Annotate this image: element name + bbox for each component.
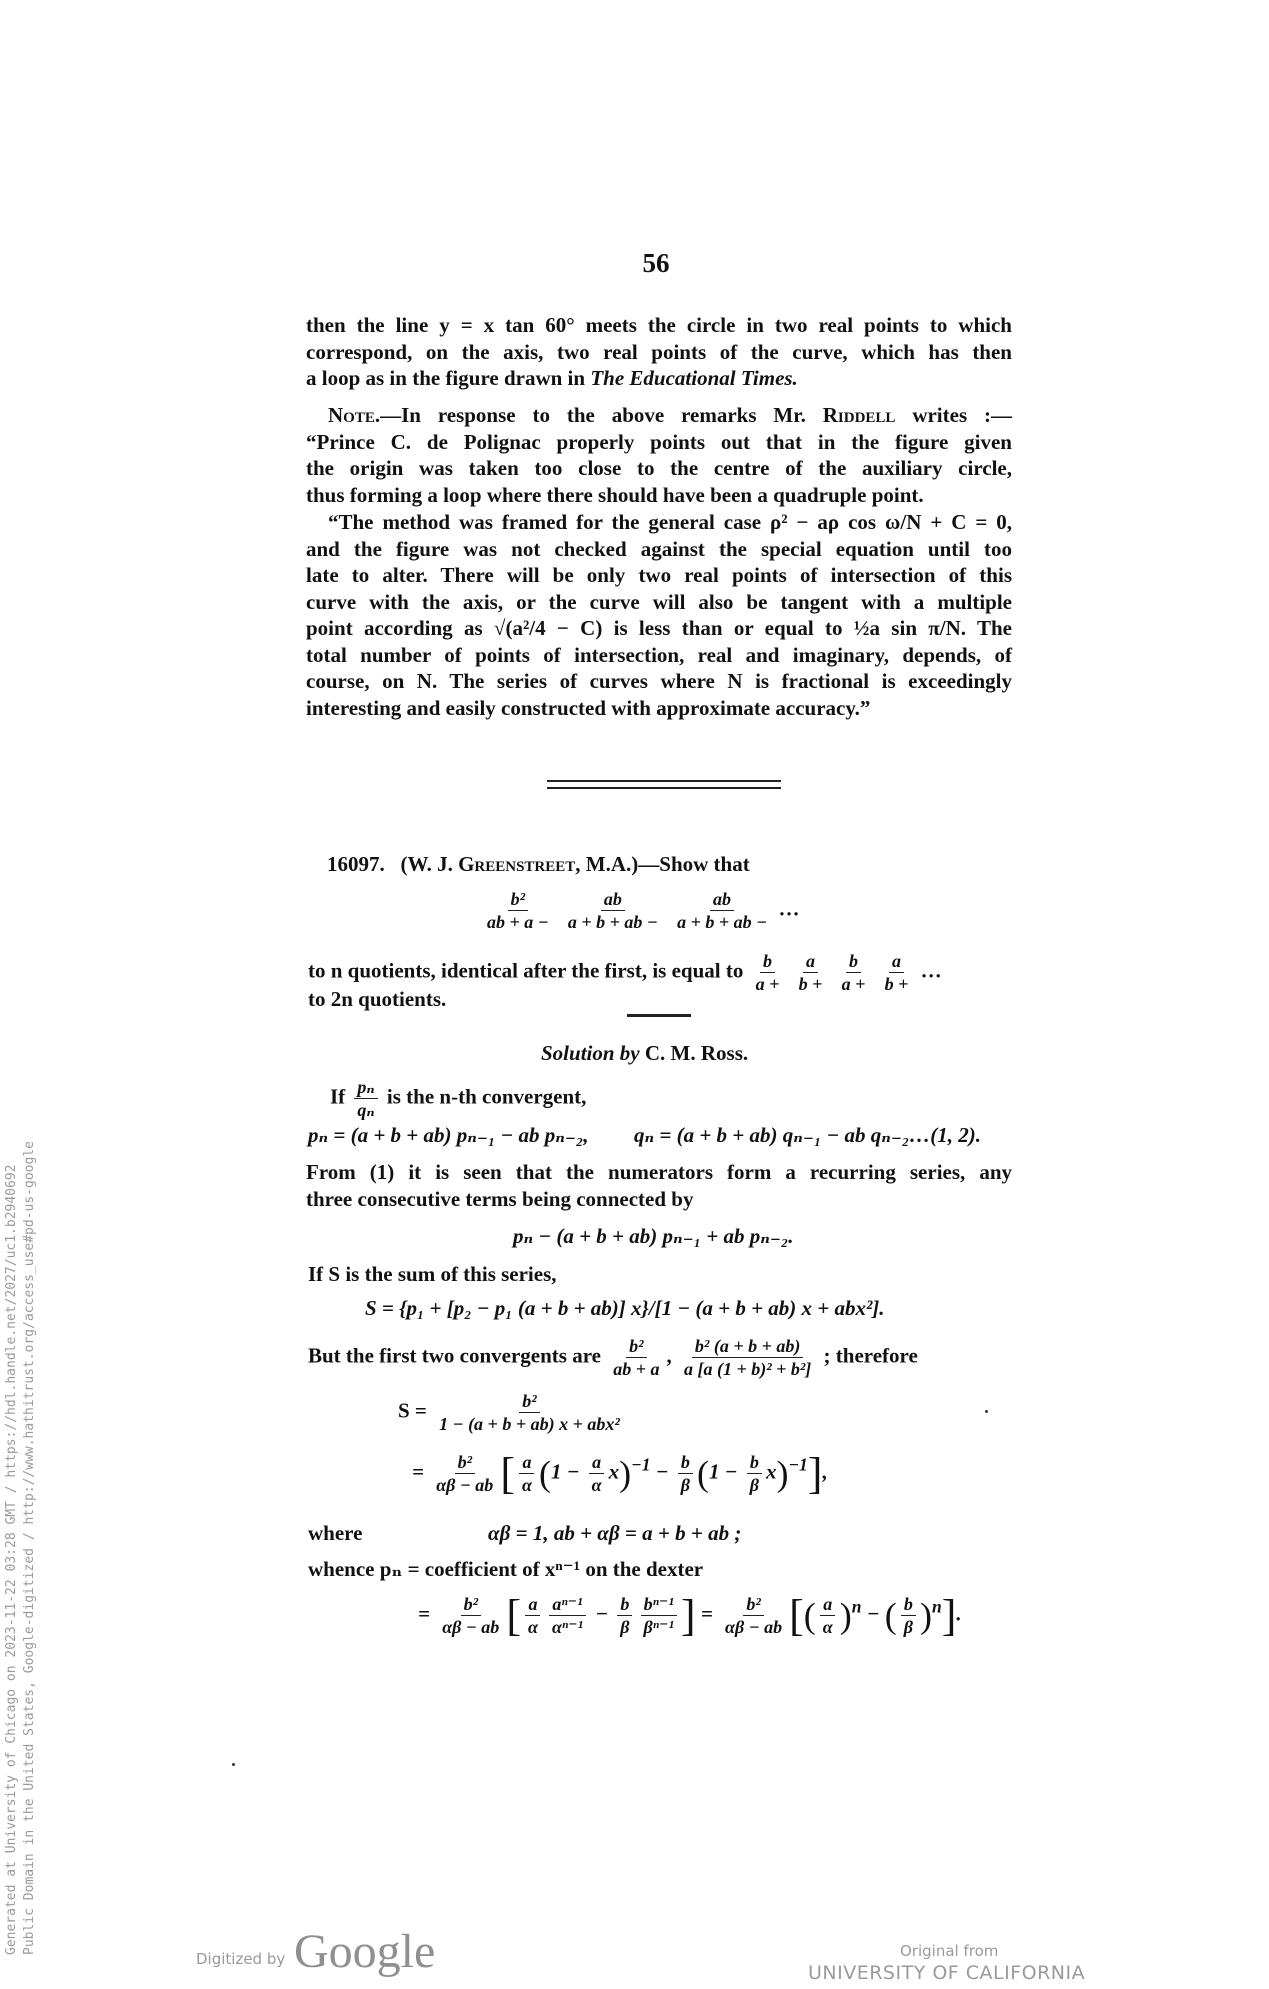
intro-paragraph <box>306 312 1012 392</box>
solution-heading: Solution by C. M. Ross. <box>541 1041 749 1065</box>
note-line-3: the origin was taken too close to the centre of the auxiliary circle, <box>306 456 1012 480</box>
problem-line-2: to n quotients, identical after the first, is equal to $\frac{b}{a +}$ $\frac{a}{b +}$ $\frac{b}{a +}$ $\frac{a}{b +}$ … <box>308 951 942 994</box>
hathitrust-watermark: Generated at University of Chicago on 2023-11-22 03:28 GMT / https://hdl.handle.net/2027/uc1.b2940692 Public Domain in the United States, Google-digitized / http://www.hathitrust.org/access_use#pd-us-google <box>4 1141 37 1955</box>
speck <box>985 1410 988 1413</box>
from-line-1: From (1) it is seen that the numerators form a recurring series, any <box>306 1160 1012 1184</box>
original-from-label: Original from <box>900 1942 999 1960</box>
note-paragraph <box>306 402 1012 508</box>
continued-fraction: $\frac{\text{b²}}{ab + a -}$ $\frac{ab}{a + b + ab -}$ $\frac{ab}{a + b + ab -}$ … <box>480 888 800 933</box>
separator-rule-top <box>547 780 781 782</box>
convergent-definition: If $\frac{\text{pₙ}}{\text{qₙ}}$ is the n-th convergent, <box>330 1077 587 1120</box>
convergent-fraction: $\frac{\text{pₙ}}{\text{qₙ}}$ <box>354 1076 377 1121</box>
digitized-by-label: Digitized by <box>196 1950 286 1968</box>
s-equation: S = $\frac{\text{b²}}{\text{1 − (a + b + ab) x + abx²}}$ <box>398 1390 627 1435</box>
cf-term-1: $\frac{\text{b²}}{ab + a -}$ <box>487 889 549 932</box>
first-convergent: $\frac{\text{b²}}{ab + a}$ <box>613 1336 660 1379</box>
recurrence-p: pₙ = (a + b + ab) pₙ₋₁ − ab pₙ₋₂, <box>308 1123 589 1147</box>
intro-line-1: then the line y = x tan 60° meets the circle in two real points to which <box>306 313 1012 337</box>
quote-line-4: curve with the axis, or the curve will also be tangent with a multiple <box>306 589 1012 614</box>
recurrence-q: qₙ = (a + b + ab) qₙ₋₁ − ab qₙ₋₂…(1, 2). <box>634 1123 982 1147</box>
problem-line-3: to 2n quotients. <box>308 987 447 1011</box>
note-line-4: thus forming a loop where there should have been a quadruple point. <box>306 482 924 507</box>
from-paragraph <box>306 1159 1012 1212</box>
quote-line-7: course, on N. The series of curves where N is fractional is exceedingly <box>306 669 1012 693</box>
where-label: where <box>308 1521 363 1545</box>
quote-paragraph <box>306 509 1012 721</box>
equiv-term-4: $\frac{a}{b +}$ <box>884 951 909 994</box>
intro-line-3: a loop as in the figure drawn in The Educational Times. <box>306 366 798 390</box>
quote-line-1: “The method was framed for the general case ρ² − aρ cos ω/N + C = 0, <box>328 510 1012 534</box>
short-rule <box>627 1014 691 1017</box>
second-convergent: $\frac{\text{b² (a + b + ab)}}{\text{a [a (1 + b)² + b²]}}$ <box>683 1336 812 1379</box>
intro-line-2: correspond, on the axis, two real points of the curve, which has then <box>306 339 1012 364</box>
coef-fraction-1: $\frac{\text{b²}}{\alpha\beta - ab}$ <box>436 1452 494 1495</box>
cf-term-2: $\frac{ab}{a + b + ab -}$ <box>567 889 658 932</box>
sum-equation: S = {p₁ + [p₂ − p₁ (a + b + ab)] x}/[1 − (a + b + ab) x + abx²]. <box>365 1296 885 1320</box>
equiv-term-3: $\frac{b}{a +}$ <box>841 951 866 994</box>
note-line-1: Note.—In response to the above remarks Mr. Riddell writes :— <box>328 403 1012 427</box>
quote-line-8: interesting and easily constructed with approximate accuracy.” <box>306 695 871 720</box>
quote-line-6: total number of points of intersection, real and imaginary, depends, of <box>306 642 1012 667</box>
quote-line-5: point according as √(a²/4 − C) is less than or equal to ½a sin π/N. The <box>306 616 1012 640</box>
sum-intro: If S is the sum of this series, <box>308 1262 557 1286</box>
equiv-term-1: $\frac{b}{a +}$ <box>755 951 780 994</box>
equiv-term-2: $\frac{a}{b +}$ <box>798 951 823 994</box>
from-line-2: three consecutive terms being connected by <box>306 1186 694 1211</box>
whence-line: whence pₙ = coefficient of xⁿ⁻¹ on the dexter <box>308 1557 704 1581</box>
problem-number: 16097. <box>327 852 385 876</box>
coef-fraction-2: $\frac{\text{b²}}{\alpha\beta - ab}$ <box>442 1594 500 1637</box>
relation-equation: pₙ − (a + b + ab) pₙ₋₁ + ab pₙ₋₂. <box>513 1224 794 1248</box>
university-label: UNIVERSITY OF CALIFORNIA <box>808 1962 1086 1984</box>
s-fraction: $\frac{\text{b²}}{\text{1 − (a + b + ab) x + abx²}}$ <box>439 1391 620 1434</box>
problem-author: Greenstreet <box>458 852 576 876</box>
google-logo: Google <box>294 1925 436 1978</box>
quote-line-3: late to alter. There will be only two real points of intersection of this <box>306 563 1012 587</box>
speck <box>232 1763 235 1766</box>
first-convergents: But the first two convergents are $\frac{\text{b²}}{ab + a}$ , $\frac{\text{b² (a + b + ab)}}{\text{a [a (1 + b)² + b²]}}$ ; therefore <box>308 1336 918 1379</box>
note-line-2: “Prince C. de Polignac properly points out that in the figure given <box>306 429 1012 454</box>
partial-fraction-equation: = $\frac{\text{b²}}{\alpha\beta - ab}$ [ $\frac{a}{\alpha}$ (1 − $\frac{a}{\alpha}$ x)$^{-1}$ − $\frac{b}{\beta}$ (1 − $\frac{b}{\beta}$ x)$^{-1}$], <box>412 1449 828 1498</box>
cf-term-3: $\frac{ab}{a + b + ab -}$ <box>677 889 768 932</box>
page-number: 56 <box>642 248 670 278</box>
separator-rule-bottom <box>547 787 781 789</box>
quote-line-2: and the figure was not checked against the special equation until too <box>306 536 1012 561</box>
coef-fraction-3: $\frac{\text{b²}}{\alpha\beta - ab}$ <box>725 1594 783 1637</box>
problem-heading: 16097. (W. J. Greenstreet, M.A.)—Show that <box>327 852 750 876</box>
where-equation: αβ = 1, ab + αβ = a + b + ab ; <box>488 1521 742 1545</box>
journal-title: The Educational Times. <box>590 366 798 390</box>
coefficient-equation: = $\frac{\text{b²}}{\alpha\beta - ab}$ [ $\frac{a}{\alpha}$ $\frac{\text{aⁿ⁻¹}}{\text{αⁿ⁻¹}}$ − $\frac{b}{\beta}$ $\frac{\text{bⁿ⁻¹}}{\text{βⁿ⁻¹}}$ ] = $\frac{\text{b²}}{\alpha\beta - ab}$ [( $\frac{a}{\alpha}$ )$^n$ − ( $\frac{b}{\beta}$ )$^n$]. <box>418 1591 962 1640</box>
solution-author: C. M. Ross. <box>644 1041 749 1065</box>
